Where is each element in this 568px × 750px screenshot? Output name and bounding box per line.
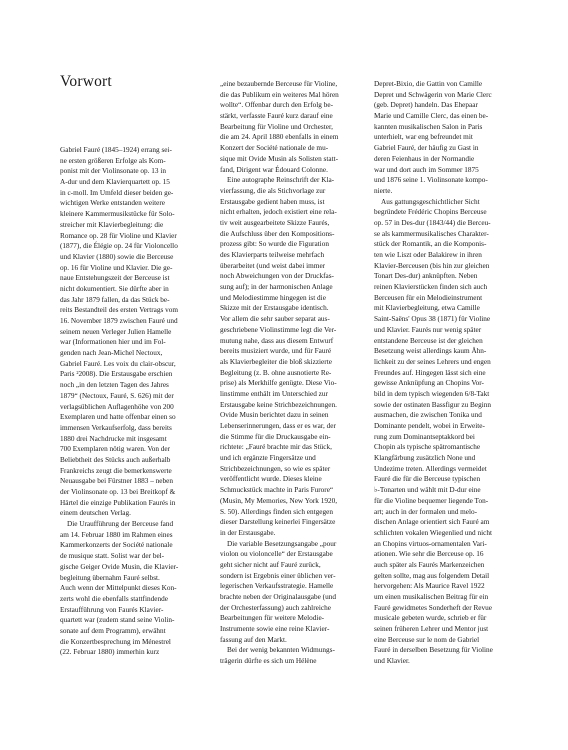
text-line: (geb. Depret) handeln. Das Ehepaar [374,101,478,110]
text-line: die Aufschluss über den Kompositions- [220,229,335,238]
text-line: bereits musiziert wurde, und für Fauré [220,347,332,356]
text-line: Aus gattungsgeschichtlicher Sicht [381,197,480,206]
text-line: art; auch in der formalen und melo- [374,507,478,516]
text-line: überarbeitet (und weist dabei immer [220,261,326,270]
text-line: quartett war (zudem stand seine Violin- [60,616,175,625]
text-line: A-dur und dem Klavierquartett op. 15 [60,178,170,187]
text-line: Gabriel Fauré, der häufig zu Gast in [374,144,479,153]
text-line: sowie der ostinaten Bassfigur zu Beginn [374,400,491,409]
text-line: unterhielt, war eng befreundet mit [374,133,473,142]
text-line: mutung nahe, dass aus diesem Entwurf [220,336,334,345]
text-line: stück der Romantik, an die Komponis- [374,240,487,249]
page-title: Vorwort [60,73,112,90]
text-column-3 [374,79,526,667]
text-line: Freundes auf. Hingegen lässt sich eine [374,368,486,377]
text-line: (Musin, My Memories, New York 1920, [220,496,338,505]
text-line: nicht dokumentiert. Sie dürfte aber in [60,284,169,293]
text-line: auch später als Faurés Markenzeichen [374,560,485,569]
text-line: sung auf); in der harmonischen Anlage [220,283,333,292]
text-line: op. 57 in Des-dur (1843/44) die Berceu- [374,218,491,227]
text-line: mit Klavierbegleitung, etwa Camille [374,304,480,313]
text-line: noch „in den letzten Tagen des Jahres [60,381,169,390]
text-line: wichtigen Werke entstanden weitere [60,199,165,208]
text-line: Beliebtheit des Stücks auch außerhalb [60,455,171,464]
text-line: ♭-Tonarten und wählt mit D-dur eine [374,486,481,495]
text-line: dischen Anlage orientiert sich Fauré am [374,518,490,527]
text-line: Lebenserinnerungen, dass er es war, der [220,422,336,430]
text-line: Klangfärbung zusätzlich None und [374,454,476,463]
text-line: Fauré in derselben Besetzung für Violine [374,646,493,655]
text-line: Neuausgabe bei Fürstner 1883 – neben [60,477,173,486]
text-line: se als kammermusikalisches Charakter- [374,229,489,238]
text-line: musicale gebeten wurde, schrieb er für [374,614,487,623]
text-line: nierte. [374,186,393,195]
text-line: das Jahr 1879 fallen, da das Stück be- [60,295,170,304]
text-line: einem deutschen Verlag. [60,509,131,518]
text-line: nicht erhalten, jedoch existiert eine rela- [220,208,337,217]
text-line: und Klavier. [374,657,410,666]
text-line: Klavier-Berceusen (bis hin zur gleichen [374,261,490,270]
text-line: prozess gibt: So wurde die Figuration [220,240,329,249]
text-line: genden nach Jean-Michel Nectoux, [60,349,163,358]
text-line: richtete: „Fauré brachte mir das Stück, [220,443,332,452]
text-line: rung zum Dominantseptakkord bei [374,432,475,441]
text-line: ausmachen, die zwischen Tonika und [374,411,482,420]
text-line: die am 24. April 1880 ebenfalls in einem [220,133,339,142]
text-line: de musique statt. Solist war der bel- [60,552,165,561]
text-line: und Klavier. Faurés nur wenig später [374,325,482,334]
text-line: und Klavier (1880) sowie die Berceuse [60,252,174,261]
text-line: reinen Klavierstücken finden sich auch [374,283,488,292]
text-line: violon ou violoncelle“ der Erstausgabe [220,550,333,559]
text-line: seinem neuen Verleger Julien Hamelle [60,327,172,336]
text-line: Schmuckstück machte in Paris Furore“ [220,486,334,495]
text-line: stärkt, verfasste Fauré kurz darauf eine [220,112,333,121]
text-line: ponist mit der Violinsonate op. 13 in [60,167,166,176]
text-line: Erstausgabe gedient haben muss, ist [220,197,325,206]
text-line: kannten musikalischen Salon in Paris [374,122,483,131]
text-line: „eine bezaubernde Berceuse für Violine, [220,80,338,88]
text-line: begleitung übernahm Fauré selbst. [60,573,160,582]
text-line: der Violinsonate op. 13 bei Breitkopf & [60,488,176,496]
text-line: war und dort auch im Sommer 1875 [374,165,479,174]
text-line: brachte neben der Originalausgabe (und [220,593,336,601]
text-line: Undezime treten. Allerdings vermeidet [374,464,487,473]
text-line: eine Berceuse sur le nom de Gabriel [374,635,480,644]
text-line: Depret und Schwägerin von Marie Clerc [374,90,492,99]
text-line: seinen früheren Lehrer und Mentor just [374,625,489,634]
text-line: in c-moll. Im Umfeld dieser beiden ge- [60,188,174,197]
text-line: Fauré die für die Berceuse typischen [374,475,481,484]
text-line: war (Informationen hier und im Fol- [60,338,166,347]
text-line: Härtel die einzige Publikation Faurés in [60,498,176,507]
text-line: Besetzung weist allerdings kaum Ähn- [374,347,487,356]
text-line: fand, Dirigent war Édouard Colonne. [220,165,328,174]
text-line: naue Entstehungszeit der Berceuse ist [60,274,170,283]
text-line: die das Publikum ein weiteres Mal hören [220,90,339,99]
text-line: op. 16 für Violine und Klavier. Die ge- [60,263,173,272]
text-line: Konzert der Société nationale de mu- [220,144,329,153]
text-line: 1879“ (Nectoux, Fauré, S. 626) mit der [60,391,174,400]
text-line: sique mit Ovide Musin als Solisten statt- [220,154,339,163]
text-column-1 [60,145,210,658]
text-line: hervorgehen: Als Maurice Ravel 1922 [374,582,485,591]
text-line: prise) als Merkhilfe genügte. Diese Vio- [220,379,337,388]
text-line: Erstaufführung von Faurés Klavier- [60,605,164,614]
text-line: Gabriel Fauré (1845–1924) errang sei- [60,146,172,154]
text-line: 16. November 1879 zwischen Fauré und [60,317,178,325]
text-line: als Klavierbegleiter die bloß skizzierte [220,357,332,366]
text-line: und ich ergänzte Fingersätze und [220,454,316,463]
text-line: Eine autographe Reinschrift der Kla- [227,176,335,185]
text-line: begründete Frédéric Chopins Berceuse [374,208,487,217]
text-line: Fauré gewidmetes Sonderheft der Revue [374,603,492,612]
text-line: geht sicher nicht auf Fauré zurück, [220,560,321,569]
text-line: noch Abweichungen von der Druckfas- [220,272,334,281]
text-line: gelten sollte, mag aus folgendem Detail [374,571,490,580]
text-line: trägerin dürfte es sich um Hélène [220,657,317,666]
text-line: Bearbeitungen für weitere Melodie- [220,614,325,623]
text-line: Auch wenn der Mittelpunkt dieses Kon- [60,584,177,593]
text-line: ne ersten größeren Erfolge als Kom- [60,156,166,165]
text-line: Ovide Musin berichtet dazu in seinen [220,411,329,420]
text-line: linstimme enthält im Unterschied zur [220,389,328,398]
text-line: veröffentlicht wurde. Dieses kleine [220,475,322,484]
text-line: um einen musikalischen Beitrag für ein [374,593,489,601]
text-line: (1877), die Élégie op. 24 für Violoncello [60,242,178,251]
text-line: Begleitung (z. B. ohne ausnotierte Re- [220,368,332,377]
text-line: Kammerkonzerts der Société nationale [60,541,173,550]
text-line: Paris ²2008). Die Erstausgabe erschien [60,370,173,379]
text-line: vierfassung, die als Stichvorlage zur [220,186,326,195]
text-line: deren Feienhaus in der Normandie [374,154,475,163]
text-line: Instrumente sowie eine reine Klavier- [220,625,330,634]
text-line: die Konzertbesprechung im Ménestrel [60,637,171,646]
text-line: immensen Verkaufserfolg, dass bereits [60,423,172,432]
text-line: lichkeit zu der seines Lehrers und engen [374,357,491,366]
text-line: 700 Exemplaren nötig waren. Von der [60,445,171,454]
text-line: legerischen Verkaufsstrategie. Hamelle [220,582,334,591]
text-line: Tonart Des-dur) anknüpften. Neben [374,272,478,281]
text-line: Dominante pendelt, wobei in Erweite- [374,422,485,430]
text-line: in der Erstausgabe. [220,528,276,537]
text-line: tiv weit ausgearbeitete Skizze Faurés, [220,218,330,227]
text-line: und 1876 seine 1. Violinsonate kompo- [374,176,488,185]
text-line: für die Violine bequemer liegende Ton- [374,496,489,505]
text-line: des Klavierparts teilweise mehrfach [220,251,325,259]
text-line: entstandene Berceuse ist der gleichen [374,336,483,345]
text-line: fassung auf den Markt. [220,635,287,644]
text-line: S. 50). Allerdings finden sich entgegen [220,507,333,516]
text-line: sondern ist Ergebnis einer üblichen ver- [220,571,336,580]
text-line: verlagsüblichen Auflagenhöhe von 200 [60,402,174,411]
text-line: schlichten vokalen Wiegenlied und nicht [374,528,492,537]
text-line: und Melodiestimme hingegen ist die [220,293,326,302]
text-line: Die variable Besetzungsangabe „pour [227,539,337,548]
text-line: reits Bestandteil des ersten Vertrags vom [60,306,179,315]
text-line: 1880 drei Nachdrucke mit insgesamt [60,434,167,443]
text-column-2 [220,79,370,667]
text-line: gische Geiger Ovide Musin, die Klavier- [60,562,179,571]
text-line: streicher mit Klavierbegleitung: die [60,220,164,229]
text-line: die Stimme für die Druckausgabe ein- [220,432,331,441]
text-line: Bearbeitung für Violine und Orchester, [220,122,333,131]
text-line: Frankreichs zeugt die bemerkenswerte [60,466,172,475]
text-line: ten wie Liszt oder Balakirew in ihren [374,251,482,259]
text-line: Saint-Saëns' Opus 38 (1871) für Violine [374,315,491,324]
text-line: geschriebene Violinstimme legt die Ver- [220,325,337,334]
text-line: Romance op. 28 für Violine und Klavier [60,231,177,240]
text-line: Berceusen für ein Melodieinstrument [374,293,483,302]
text-line: am 14. Februar 1880 im Rahmen eines [60,530,173,539]
text-line: ationen. Wie sehr die Berceuse op. 16 [374,550,484,559]
text-line: Exemplaren und hatte offenbar einen so [60,413,176,422]
text-line: Skizze mit der Erstausgabe identisch. [220,304,329,313]
text-line: Marie und Camille Clerc, das einen be- [374,112,489,121]
text-line: Chopin als typische spätromantische [374,443,481,452]
text-line: Gabriel Fauré. Les voix du clair-obscur, [60,359,176,368]
text-line: Vor allem die sehr sauber separat aus- [220,315,330,324]
text-line: dieser Darstellung keinerlei Fingersätze [220,518,336,527]
text-line: wollte“. Offenbar durch den Erfolg be- [220,101,334,110]
text-line: (22. Februar 1880) immerhin kurz [60,648,160,657]
text-line: zerts wohl die ebenfalls stattfindende [60,594,168,603]
text-line: kleinere Kammermusikstücke für Solo- [60,210,175,219]
text-line: der Orchesterfassung) auch zahlreiche [220,603,331,612]
text-line: Die Uraufführung der Berceuse fand [67,520,174,529]
text-line: an Chopins virtuos-ornamentalen Vari- [374,539,487,548]
text-line: bild in dem typisch wiegenden 6/8-Takt [374,389,490,398]
text-line: Erstausgabe keine Strichbezeichnungen. [220,400,337,409]
text-line: sonate auf dem Programm), erwähnt [60,626,166,635]
text-line: gewisse Anknüpfung an Chopins Vor- [374,379,484,388]
text-line: Strichbezeichnungen, so wie es später [220,464,331,473]
text-line: Bei der wenig bekannten Widmungs- [227,646,335,655]
text-line: Depret-Bixio, die Gattin von Camille [374,80,483,88]
